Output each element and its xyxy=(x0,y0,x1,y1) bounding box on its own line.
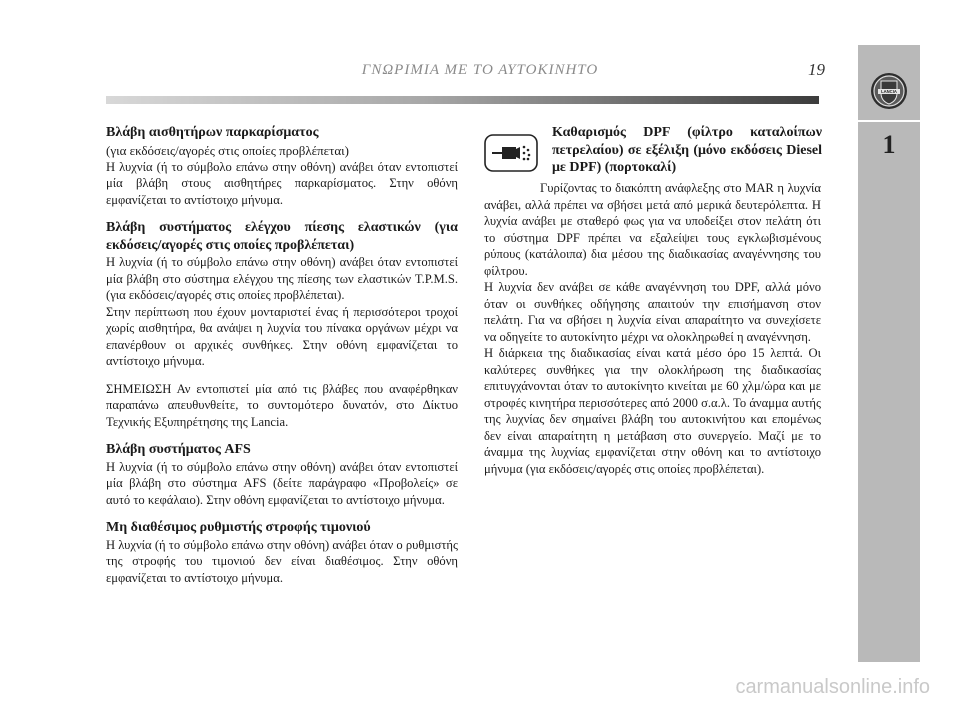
section-title-parking-sensors: Βλάβη αισθητήρων παρκαρίσματος xyxy=(106,125,319,140)
side-tab-divider xyxy=(858,120,920,122)
section-subtitle-parking-sensors: (για εκδόσεις/αγορές στις οποίες προβλέπεται) xyxy=(106,142,349,158)
body-parking-sensors: Η λυχνία (ή το σύμβολο επάνω στην οθόνη) ανάβει όταν εντοπιστεί μία βλάβη στους αισθητήρες παρκαρίσματος. Στην οθόνη εμφανίζεται το αντίστοιχο μήνυμα. xyxy=(106,159,458,207)
logo-lettering: LANCIA xyxy=(881,89,897,95)
body-tpms-1: Η λυχνία (ή το σύμβολο επάνω στην οθόνη) ανάβει όταν εντοπιστεί μία βλάβη στο σύστημα ελέγχου της πίεσης των ελαστικών T.P.M.S. (για εκδόσεις/αγορές στις οποίες προβλέπεται). xyxy=(106,255,458,302)
header-gradient-rule xyxy=(106,96,819,104)
section-title-steering: Μη διαθέσιμος ρυθμιστής στροφής τιμονιού xyxy=(106,520,371,535)
dpf-filter-icon xyxy=(484,134,538,172)
lancia-shield-icon xyxy=(870,72,908,110)
body-dpf-2: Η λυχνία δεν ανάβει σε κάθε αναγέννηση του DPF, αλλά μόνο όταν οι συνθήκες οδήγησης απαιτούν την επισήμανση στον πελάτη. Για να σβήσει η λυχνία είναι απαραίτητο να συνεχίσετε να οδηγείτε το αυτοκίνητο μέχρι να ολοκληρωθεί η αναγέννηση. xyxy=(484,280,821,344)
body-dpf-3: Η διάρκεια της διαδικασίας είναι κατά μέσο όρο 15 λεπτά. Οι καλύτερες συνθήκες για την ολοκλήρωση της διαδικασίας επιτυγχάνονται όταν το αυτοκίνητο κινείται με 60 χλμ/ώρα και με στροφές κινητήρα περισσότερες από 2000 σ.α.λ. Το άναμμα αυτής της λυχνίας δεν σημαίνει βλάβη του αυτοκινήτου και επομένως δεν είναι απαραίτητη η μετάβαση στο συνεργείο. Μαζί με το άναμμα της λυχνίας εμφανίζεται στην οθόνη και το αντίστοιχο μήνυμα (για εκδόσεις/αγορές στις οποίες προβλέπεται). xyxy=(484,346,821,476)
body-dpf-1: Γυρίζοντας το διακόπτη ανάφλεξης στο MAR η λυχνία ανάβει, αλλά πρέπει να σβήσει μετά από μερικά δευτερόλεπτα. Η λυχνία ανάβει με σταθερό φως για να υποδείξει στον πελάτη ότι το σύστημα DPF πρέπει να εξαλείψει τους εγκλωβισμένους ρύπους (κατάλοιπα) δια μέσου της διαδικασίας αναγέννησης του φίλτρου. xyxy=(484,181,821,278)
body-afs: Η λυχνία (ή το σύμβολο επάνω στην οθόνη) ανάβει όταν εντοπιστεί μία βλάβη στο σύστημα AFS (δείτε παράγραφο «Προβολείς» σε αυτό το κεφάλαιο). Στην οθόνη εμφανίζεται το αντίστοιχο μήνυμα. xyxy=(106,459,458,507)
running-header-title: ΓΝΩΡΙΜΙΑ ΜΕ ΤΟ ΑΥΤΟΚΙΝΗΤΟ xyxy=(361,62,599,78)
section-title-dpf: Καθαρισμός DPF (φίλτρο καταλοίπων πετρελαίου) σε εξέλιξη (μόνο εκδόσεις Diesel με DPF) (πορτοκαλί) xyxy=(552,125,822,175)
left-column xyxy=(106,124,458,586)
body-steering: Η λυχνία (ή το σύμβολο επάνω στην οθόνη) ανάβει όταν ο ρυθμιστής της στροφής του τιμονιού δεν είναι διαθέσιμος. Στην οθόνη εμφανίζεται το αντίστοιχο μήνυμα. xyxy=(106,537,458,585)
note-paragraph: ΣΗΜΕΙΩΣΗ Αν εντοπιστεί μία από τις βλάβες που αναφέρθηκαν παραπάνω απευθυνθείτε, το συντομότερο δυνατόν, στο Δίκτυο Τεχνικής Εξυπηρέτησης της Lancia. xyxy=(106,381,458,429)
page-number: 19 xyxy=(808,60,825,79)
body-tpms-2: Στην περίπτωση που έχουν μονταριστεί ένας ή περισσότεροι τροχοί χωρίς αισθητήρα, θα ανάψει η λυχνία του πίνακα οργάνων μέχρι να επανέρθουν οι αρχικές συνθήκες. Στην οθόνη εμφανίζεται το αντίστοιχο μήνυμα. xyxy=(106,304,458,368)
chapter-number: 1 xyxy=(882,130,896,159)
section-title-afs: Βλάβη συστήματος AFS xyxy=(106,442,251,457)
section-title-tpms: Βλάβη συστήματος ελέγχου πίεσης ελαστικών (για εκδόσεις/αγορές στις οποίες προβλέπεται) xyxy=(106,220,458,253)
right-column xyxy=(484,124,821,477)
dpf-heading-block xyxy=(484,124,821,180)
site-watermark: carmanualsonline.info xyxy=(735,676,930,698)
